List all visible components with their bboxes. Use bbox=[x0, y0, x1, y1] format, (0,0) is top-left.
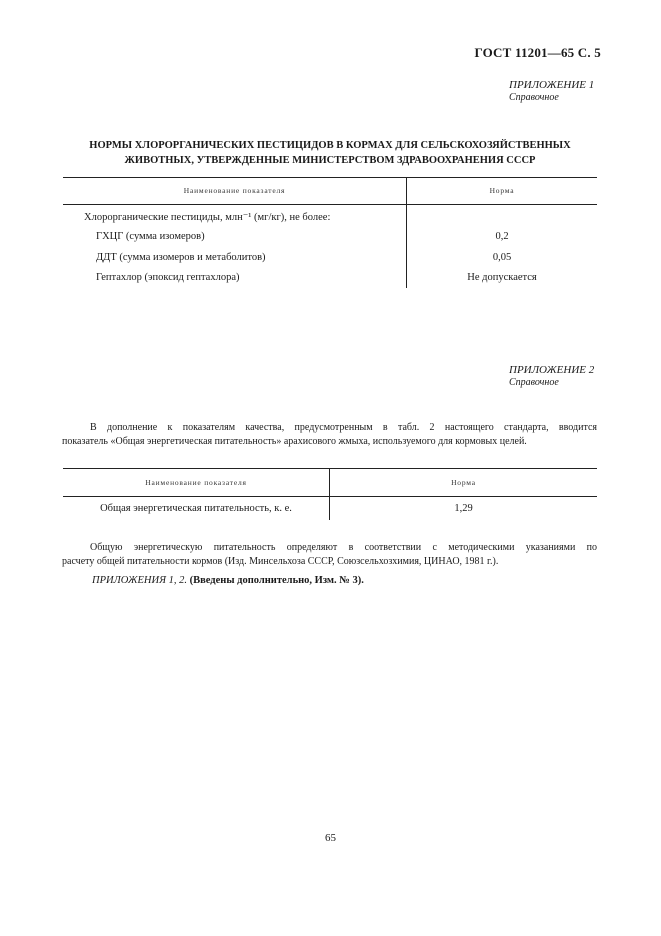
table1-group-label: Хлорорганические пестициды, млн⁻¹ (мг/кг), не более: bbox=[84, 212, 331, 223]
appendix2-label: ПРИЛОЖЕНИЕ 2 bbox=[509, 364, 595, 376]
table2-col1-header: Наименование показателя bbox=[145, 478, 247, 487]
table1-row-name: ГХЦГ (сумма изомеров) bbox=[96, 231, 205, 242]
appendix2-note-line1: Общую энергетическую питательность определяют в соответствии с методическими указаниями по bbox=[90, 542, 597, 553]
table2-col2-header: Норма bbox=[451, 478, 476, 487]
appendix2-intro bbox=[62, 421, 597, 449]
appendix1-label-block bbox=[509, 79, 594, 103]
appendix2-label-block bbox=[509, 364, 594, 388]
table1-row-value: Не допускается bbox=[467, 272, 537, 283]
table1-col2-header: Норма bbox=[489, 186, 515, 195]
amendment-text: (Введены дополнительно, Изм. № 3). bbox=[189, 575, 364, 586]
appendix2-intro-line1: В дополнение к показателям качества, предусмотренным в табл. 2 настоящего стандарта, вводится bbox=[90, 422, 597, 433]
table1-row-name: ДДТ (сумма изомеров и метаболитов) bbox=[96, 252, 266, 263]
appendix1-title-line1: НОРМЫ ХЛОРОРГАНИЧЕСКИХ ПЕСТИЦИДОВ В КОРМАХ ДЛЯ СЕЛЬСКОХОЗЯЙСТВЕННЫХ bbox=[89, 140, 571, 151]
table1-row-name: Гептахлор (эпоксид гептахлора) bbox=[96, 272, 240, 283]
table1-row-value: 0,05 bbox=[492, 252, 512, 263]
page-number: 65 bbox=[325, 832, 336, 844]
appendix2-note bbox=[62, 541, 597, 569]
appendix1-sublabel: Справочное bbox=[509, 92, 559, 103]
table2-top-rule bbox=[63, 468, 597, 469]
appendix1-title-line2: ЖИВОТНЫХ, УТВЕРЖДЕННЫЕ МИНИСТЕРСТВОМ ЗДРАВООХРАНЕНИЯ СССР bbox=[124, 155, 536, 166]
table1-header-rule bbox=[63, 204, 597, 205]
table1-top-rule bbox=[63, 177, 597, 178]
standard-header: ГОСТ 11201—65 С. 5 bbox=[474, 45, 601, 60]
table1-row-value: 0,2 bbox=[495, 231, 509, 242]
appendix2-sublabel: Справочное bbox=[509, 377, 559, 388]
appendix2-note-line2: расчету общей питательности кормов (Изд. Минсельхоза СССР, Союзсельхозхимия, ЦИНАО, 1981 г.). bbox=[62, 556, 499, 567]
table2-row-value: 1,29 bbox=[454, 503, 473, 514]
appendix1-label: ПРИЛОЖЕНИЕ 1 bbox=[509, 79, 595, 91]
amendment-prefix: ПРИЛОЖЕНИЯ 1, 2. bbox=[92, 575, 187, 586]
amendment-note bbox=[92, 575, 364, 586]
appendix2-intro-line2: показатель «Общая энергетическая питательность» арахисового жмыха, используемого для кормовых целей. bbox=[62, 436, 527, 447]
table2-row-name: Общая энергетическая питательность, к. е. bbox=[100, 503, 292, 514]
table1-col1-header: Наименование показателя bbox=[183, 186, 286, 195]
table2-header-rule bbox=[63, 496, 597, 497]
appendix1-title bbox=[60, 138, 600, 168]
